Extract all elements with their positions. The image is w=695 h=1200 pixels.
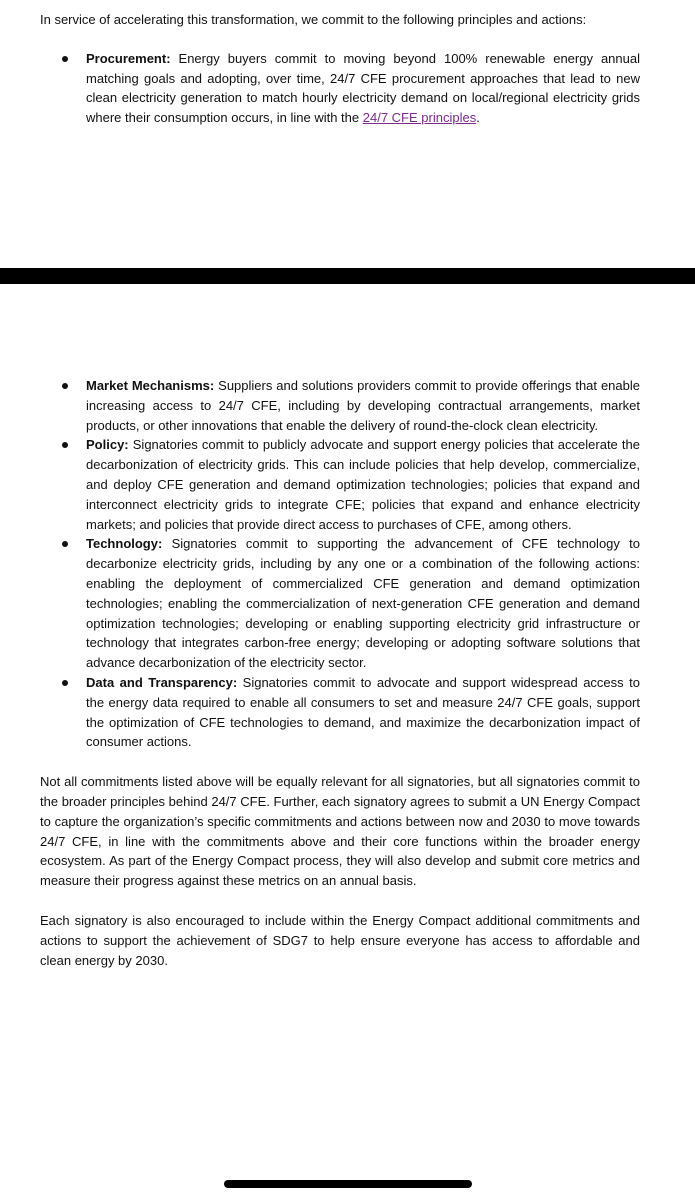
bullet-icon bbox=[62, 541, 68, 547]
document-bottom-section bbox=[40, 376, 640, 970]
list-item-data-transparency bbox=[40, 673, 640, 752]
paragraph-sdg7: Each signatory is also encouraged to include within the Energy Compact additional commitments and actions to support the achievement of SDG7 to help ensure everyone has access to affordable and clean energy by 2030. bbox=[40, 912, 640, 968]
bullet-text: Signatories commit to advocate and support widespread access to the energy data required to enable all consumers to set and measure 24/7 CFE goals, support the optimization of CFE technologies to demand, and maximize the decarbonization impact of consumer actions. bbox=[86, 674, 640, 750]
intro-text: In service of accelerating this transformation, we commit to the following principles and actions: bbox=[40, 12, 587, 27]
bullet-title: Policy: bbox=[86, 437, 129, 453]
paragraph-commitments: Not all commitments listed above will be equally relevant for all signatories, but all signatories commit to the broader principles behind 24/7 CFE. Further, each signatory agrees to submit a UN Energy Compact to capture the organization’s specific commitments and actions between now and 2030 to move towards 24/7 CFE, in line with the commitments above and their core functions within the broader energy ecosystem. As part of the Energy Compact process, they will also develop and submit core metrics and measure their progress against these metrics on an annual basis. bbox=[40, 774, 640, 889]
bullet-title: Data and Transparency: bbox=[86, 674, 238, 690]
list-item-policy bbox=[40, 435, 640, 534]
bullet-icon bbox=[62, 680, 68, 686]
list-item-technology bbox=[40, 534, 640, 673]
bullet-text: Suppliers and solutions providers commit to provide offerings that enable increasing access to 24/7 CFE, including by developing contractual arrangements, market products, or other innovations that enable the delivery of round-the-clock clean electricity. bbox=[86, 378, 640, 433]
cfe-principles-link[interactable]: 24/7 CFE principles bbox=[362, 110, 477, 126]
list-item-market-mechanisms bbox=[40, 376, 640, 435]
bullet-list-top bbox=[40, 49, 640, 128]
bullet-text: Energy buyers commit to moving beyond 100% renewable energy annual matching goals and adopting, over time, 24/7 CFE procurement approaches that lead to new clean electricity generation to match hourly electricity demand on local/regional electricity grids where their consumption occurs, in line with the bbox=[86, 50, 640, 126]
bullet-text: Signatories commit to supporting the advancement of CFE technology to decarbonize electricity grids, including by any one or a combination of the following actions: enabling the deployment of commercialized CFE generation and demand optimization technologies; enabling the commercialization of next-generation CFE generation and demand optimization technologies; developing or enabling supporting electricity grid infrastructure or technology that integrates carbon-free energy; developing or adopting software solutions that advance decarbonization of the electricity sector. bbox=[86, 536, 640, 671]
list-item-procurement bbox=[40, 49, 640, 128]
bullet-text-end: . bbox=[476, 110, 480, 126]
bullet-icon bbox=[62, 383, 68, 389]
bullet-text: Signatories commit to publicly advocate and support energy policies that accelerate the decarbonization of electricity grids. This can include policies that help develop, commercialize, and deploy CFE generation and demand optimization technologies; policies that expand and interconnect electricity grids to integrate CFE; policies that expand and enhance electricity markets; and policies that provide direct access to purchases of CFE, among others. bbox=[86, 437, 640, 532]
home-indicator-bar[interactable] bbox=[224, 1180, 472, 1188]
bullet-icon bbox=[62, 442, 68, 448]
bullet-title: Technology: bbox=[86, 536, 163, 552]
bullet-icon bbox=[62, 56, 68, 62]
page-divider bbox=[0, 268, 695, 284]
bullet-title: Procurement: bbox=[86, 50, 171, 66]
document-top-section bbox=[40, 10, 640, 128]
bullet-title: Market Mechanisms: bbox=[86, 378, 215, 393]
bullet-list bbox=[40, 376, 640, 752]
